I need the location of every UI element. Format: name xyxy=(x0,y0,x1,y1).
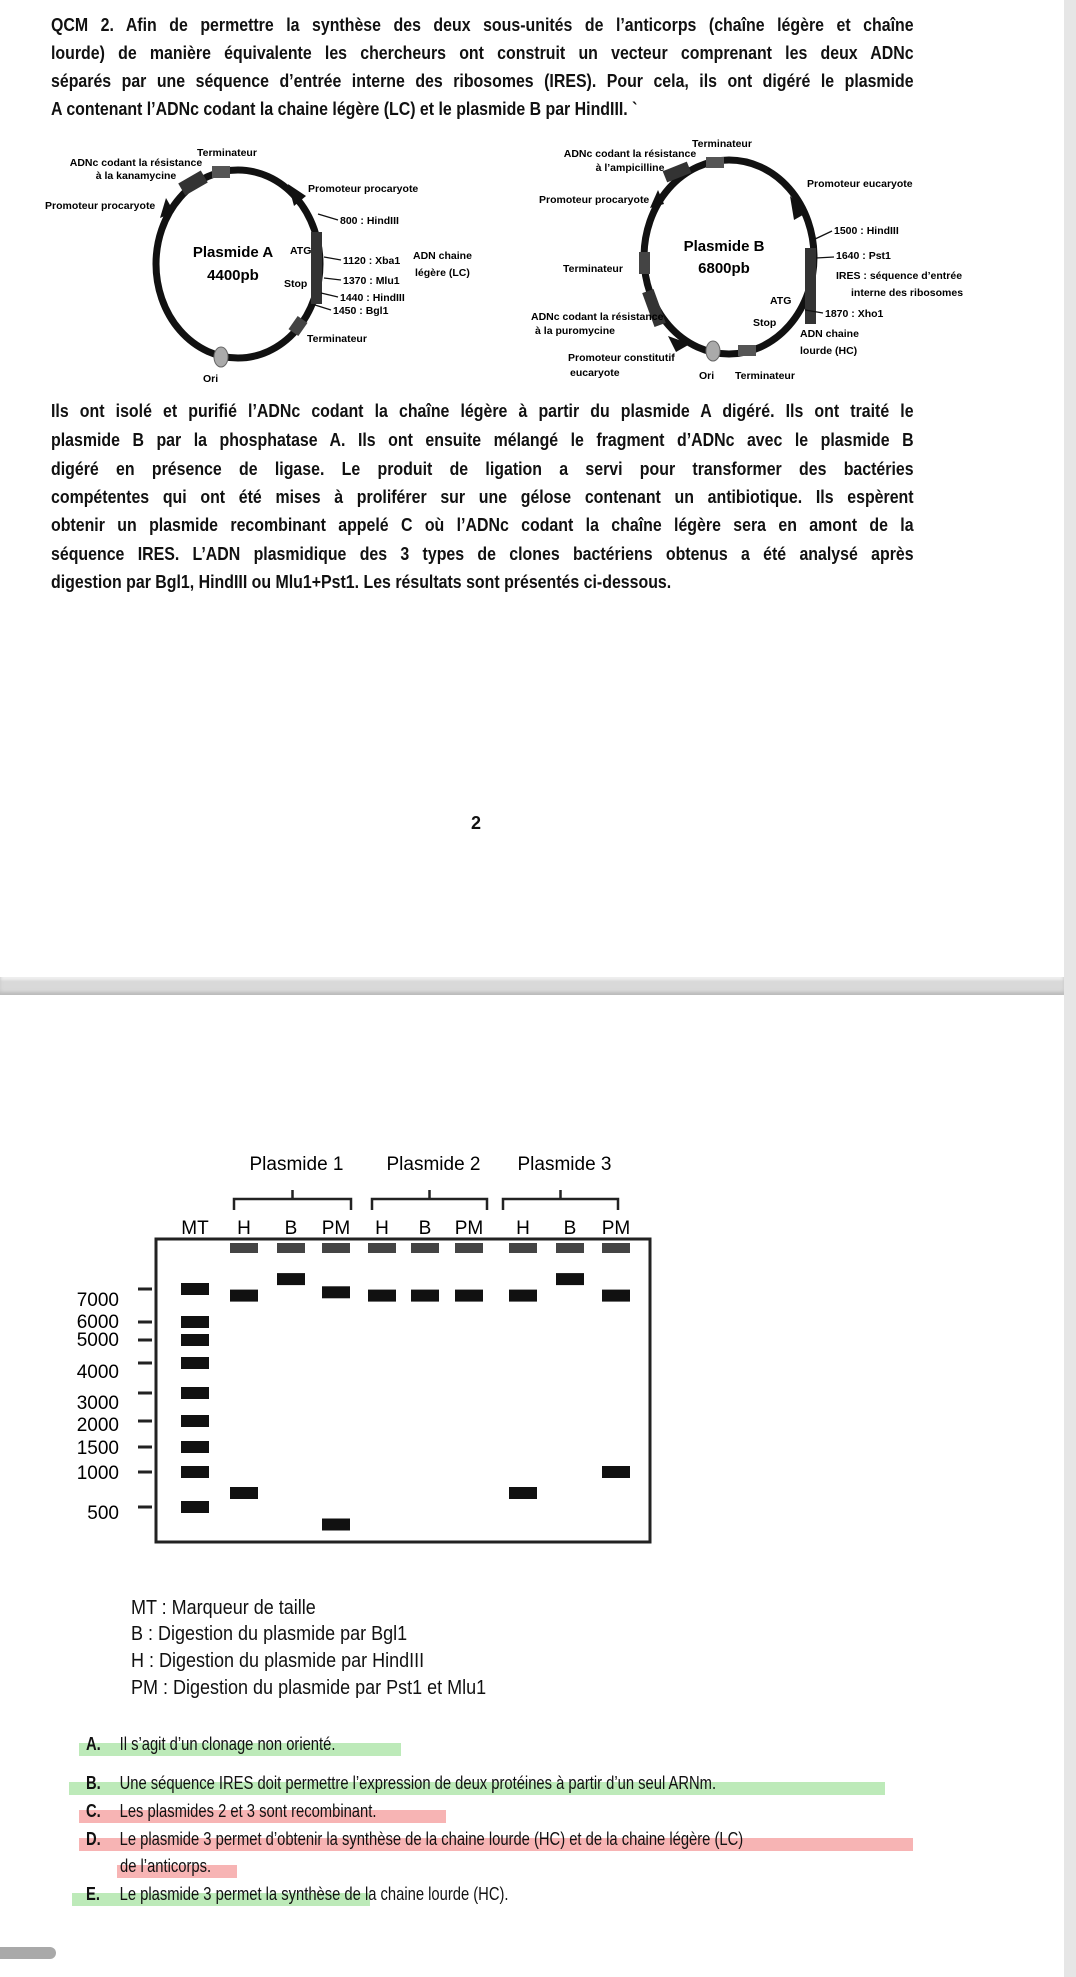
gel-band xyxy=(181,1501,209,1513)
group-brace xyxy=(234,1190,351,1210)
gel-band xyxy=(181,1466,209,1478)
answer-a[interactable] xyxy=(86,1733,335,1755)
gel-band xyxy=(181,1441,209,1453)
gel-band xyxy=(602,1290,630,1302)
gel-well xyxy=(455,1243,483,1253)
gel-band xyxy=(455,1290,483,1302)
group-brace xyxy=(372,1190,487,1210)
label-terminator: Terminateur xyxy=(692,138,752,150)
lane-label: PM xyxy=(601,1218,631,1239)
gel-band xyxy=(181,1387,209,1399)
label-terminator: Terminateur xyxy=(197,147,257,159)
lane-label: B xyxy=(418,1218,432,1239)
gel-well xyxy=(509,1243,537,1253)
plasmid-b-size: 6800pb xyxy=(698,260,750,277)
label-terminator: Terminateur xyxy=(735,370,795,382)
gel-well xyxy=(277,1243,305,1253)
size-label: 4000 xyxy=(76,1362,119,1383)
paragraph-line: digestion par Bgl1, HindIII ou Mlu1+Pst1. Les résultats sont présentés ci-dessous. xyxy=(51,571,672,592)
size-label: 5000 xyxy=(76,1330,119,1351)
plasmid-group xyxy=(372,1154,487,1210)
gel-lane xyxy=(230,1218,258,1499)
label-ori: Ori xyxy=(699,370,715,382)
label-resistance: à la puromycine xyxy=(535,325,615,337)
paragraph-line: séquence IRES. L’ADN plasmidique des 3 types de clones bactériens obtenus a été analysé après xyxy=(51,543,914,564)
label-site: 1640 : Pst1 xyxy=(836,250,891,262)
answer-letter: C. xyxy=(86,1801,101,1821)
label-site: 1870 : Xho1 xyxy=(825,308,884,320)
gel-electrophoresis xyxy=(0,1140,700,1560)
gel-lane xyxy=(368,1218,396,1302)
paragraph-line: plasmide B par la phosphatase A. Ils ont ensuite mélangé le fragment d’ADNc avec le plasmide B xyxy=(51,429,914,450)
label-promoter: Promoteur procaryote xyxy=(45,200,156,212)
answer-e[interactable] xyxy=(86,1883,509,1905)
gel-well xyxy=(230,1243,258,1253)
size-label: 7000 xyxy=(76,1290,119,1311)
size-label: 500 xyxy=(87,1503,119,1524)
gel-band xyxy=(602,1466,630,1478)
label-site: 1500 : HindIII xyxy=(834,225,899,237)
gel-band xyxy=(181,1415,209,1427)
ori-marker xyxy=(214,347,228,367)
gel-band xyxy=(181,1283,209,1295)
gel-lane xyxy=(455,1218,484,1302)
gel-band xyxy=(181,1334,209,1346)
gel-band xyxy=(322,1519,350,1531)
answer-b[interactable] xyxy=(86,1772,716,1794)
plasmid-diagrams xyxy=(0,0,1064,400)
label-hc: ADN chaine xyxy=(800,328,859,340)
gel-well xyxy=(411,1243,439,1253)
plasmid-b-diagram xyxy=(531,138,963,382)
answer-letter: D. xyxy=(86,1829,101,1849)
light-chain-gene xyxy=(311,232,322,304)
lane-label: PM xyxy=(454,1218,484,1239)
label-ires: IRES : séquence d’entrée xyxy=(836,270,963,282)
plasmid-group xyxy=(503,1154,618,1210)
label-resistance: ADNc codant la résistance xyxy=(531,311,664,323)
label-atg: ATG xyxy=(770,295,792,307)
plasmid-a-size: 4400pb xyxy=(207,267,259,284)
plasmid-a-diagram xyxy=(45,147,472,385)
gel-band xyxy=(277,1273,305,1285)
label-promoter: Promoteur procaryote xyxy=(539,194,650,206)
lane-label: PM xyxy=(321,1218,351,1239)
question-line: lourde) de manière équivalente les chercheurs ont construit un vecteur comprenant les deux ADNc xyxy=(51,42,914,63)
page-number: 2 xyxy=(471,813,482,833)
lane-label: H xyxy=(237,1218,251,1239)
lane-label: H xyxy=(375,1218,389,1239)
answer-text: Une séquence IRES doit permettre l’expression de deux protéines à partir d’un seul ARNm. xyxy=(119,1773,717,1793)
lane-label: B xyxy=(563,1218,577,1239)
gel-band xyxy=(181,1357,209,1369)
ori-marker xyxy=(706,341,720,361)
gel-well xyxy=(556,1243,584,1253)
label-resistance: à la kanamycine xyxy=(95,170,177,182)
label-hc: lourde (HC) xyxy=(800,345,858,357)
label-promoter: Promoteur eucaryote xyxy=(807,178,913,190)
ires-heavy-chain-region xyxy=(805,248,816,324)
answer-letter: B. xyxy=(86,1773,101,1793)
group-label: Plasmide 2 xyxy=(386,1154,481,1175)
gel-well xyxy=(602,1243,630,1253)
gel-lane xyxy=(181,1218,209,1513)
gel-lane xyxy=(322,1218,351,1531)
label-lc: légère (LC) xyxy=(415,267,470,279)
paragraph-line: obtenir un plasmide recombinant appelé C où l’ADNc codant la chaîne légère sera en amont de la xyxy=(51,514,914,535)
size-label: 6000 xyxy=(76,1312,119,1333)
legend-item: B : Digestion du plasmide par Bgl1 xyxy=(131,1623,408,1645)
label-promoter: Promoteur procaryote xyxy=(308,183,419,195)
label-site: 1120 : Xba1 xyxy=(343,255,401,267)
plasmid-b-title: Plasmide B xyxy=(683,238,765,255)
label-terminator: Terminateur xyxy=(307,333,367,345)
answer-letter: A. xyxy=(86,1734,101,1754)
label-resistance: à l’ampicilline xyxy=(595,162,665,174)
gel-band xyxy=(411,1290,439,1302)
answer-text: Il s’agit d’un clonage non orienté. xyxy=(119,1734,336,1754)
paragraph-line: digéré en présence de ligase. Le produit de ligation a servi pour transformer des bactéries xyxy=(51,458,914,479)
paragraph-line: Ils ont isolé et purifié l’ADNc codant la chaîne légère à partir du plasmide A digéré. Ils ont traité le xyxy=(51,400,914,421)
answer-text: Le plasmide 3 permet d’obtenir la synthèse de la chaine lourde (HC) et de la chaine légère (LC) xyxy=(119,1829,744,1849)
question-line: QCM 2. Afin de permettre la synthèse des deux sous-unités de l’anticorps (chaîne légère et chaîne xyxy=(51,14,914,35)
gel-lane xyxy=(509,1218,537,1499)
label-terminator: Terminateur xyxy=(563,263,623,275)
legend-item: MT : Marqueur de taille xyxy=(131,1597,316,1619)
question-line: séparés par une séquence d’entrée interne des ribosomes (IRES). Pour cela, ils ont digéré le plasmide xyxy=(51,70,914,91)
label-resistance: ADNc codant la résistance xyxy=(69,157,203,169)
gel-lane xyxy=(411,1218,439,1302)
gel-band xyxy=(556,1273,584,1285)
label-site: 800 : HindIII xyxy=(340,215,399,227)
gel-band xyxy=(322,1286,350,1298)
lane-label: MT xyxy=(181,1218,209,1239)
page-separator xyxy=(0,977,1064,995)
size-label: 1000 xyxy=(76,1463,119,1484)
label-promoter: Promoteur constitutif xyxy=(568,352,675,364)
gel-band xyxy=(509,1487,537,1499)
label-site: 1440 : HindIII xyxy=(340,292,405,304)
gel-band xyxy=(509,1290,537,1302)
group-brace xyxy=(503,1190,618,1210)
legend-item: PM : Digestion du plasmide par Pst1 et Mlu1 xyxy=(131,1677,487,1699)
terminator-block xyxy=(706,157,724,168)
paragraph-line: compétentes qui ont été mises à proliférer sur une gélose contenant un antibiotique. Ils espèrent xyxy=(51,486,914,507)
answer-text: Le plasmide 3 permet la synthèse de la chaine lourde (HC). xyxy=(119,1884,509,1904)
label-atg: ATG xyxy=(290,245,312,257)
size-label: 1500 xyxy=(76,1438,119,1459)
answer-d[interactable] xyxy=(86,1828,743,1850)
gel-band xyxy=(368,1290,396,1302)
terminator-block xyxy=(738,345,756,356)
plasmid-b-circle xyxy=(644,160,814,354)
gel-band xyxy=(181,1316,209,1328)
label-site: 1450 : Bgl1 xyxy=(333,305,389,317)
scroll-indicator[interactable] xyxy=(0,1947,56,1959)
label-site: 1370 : Mlu1 xyxy=(343,275,400,287)
plasmid-group xyxy=(234,1154,351,1210)
gel-well xyxy=(368,1243,396,1253)
label-resistance: ADNc codant la résistance xyxy=(563,148,697,160)
scrollbar-track[interactable] xyxy=(1064,0,1076,1977)
label-stop: Stop xyxy=(753,317,777,329)
label-stop: Stop xyxy=(284,278,308,290)
gel-lane xyxy=(556,1218,584,1285)
label-ori: Ori xyxy=(203,373,219,385)
lane-label: B xyxy=(284,1218,298,1239)
gel-lane xyxy=(277,1218,305,1285)
answer-text: Les plasmides 2 et 3 sont recombinant. xyxy=(119,1801,377,1821)
gel-well xyxy=(322,1243,350,1253)
gel-band xyxy=(230,1290,258,1302)
answer-c[interactable] xyxy=(86,1800,376,1822)
legend-item: H : Digestion du plasmide par HindIII xyxy=(131,1650,425,1672)
group-label: Plasmide 3 xyxy=(517,1154,612,1175)
label-promoter: eucaryote xyxy=(570,367,620,379)
terminator-block xyxy=(212,166,230,178)
lane-label: H xyxy=(516,1218,530,1239)
gel-band xyxy=(230,1487,258,1499)
plasmid-a-title: Plasmide A xyxy=(192,244,274,261)
size-label: 3000 xyxy=(76,1393,119,1414)
label-lc: ADN chaine xyxy=(413,250,472,262)
group-label: Plasmide 1 xyxy=(249,1154,344,1175)
label-ires: interne des ribosomes xyxy=(851,287,964,299)
size-label: 2000 xyxy=(76,1415,119,1436)
answer-d-continued: de l’anticorps. xyxy=(120,1856,212,1876)
terminator-block xyxy=(639,252,650,274)
gel-lane xyxy=(602,1218,631,1478)
answer-letter: E. xyxy=(86,1884,100,1904)
question-line: A contenant l’ADNc codant la chaine légère (LC) et le plasmide B par HindIII. ` xyxy=(51,98,638,119)
